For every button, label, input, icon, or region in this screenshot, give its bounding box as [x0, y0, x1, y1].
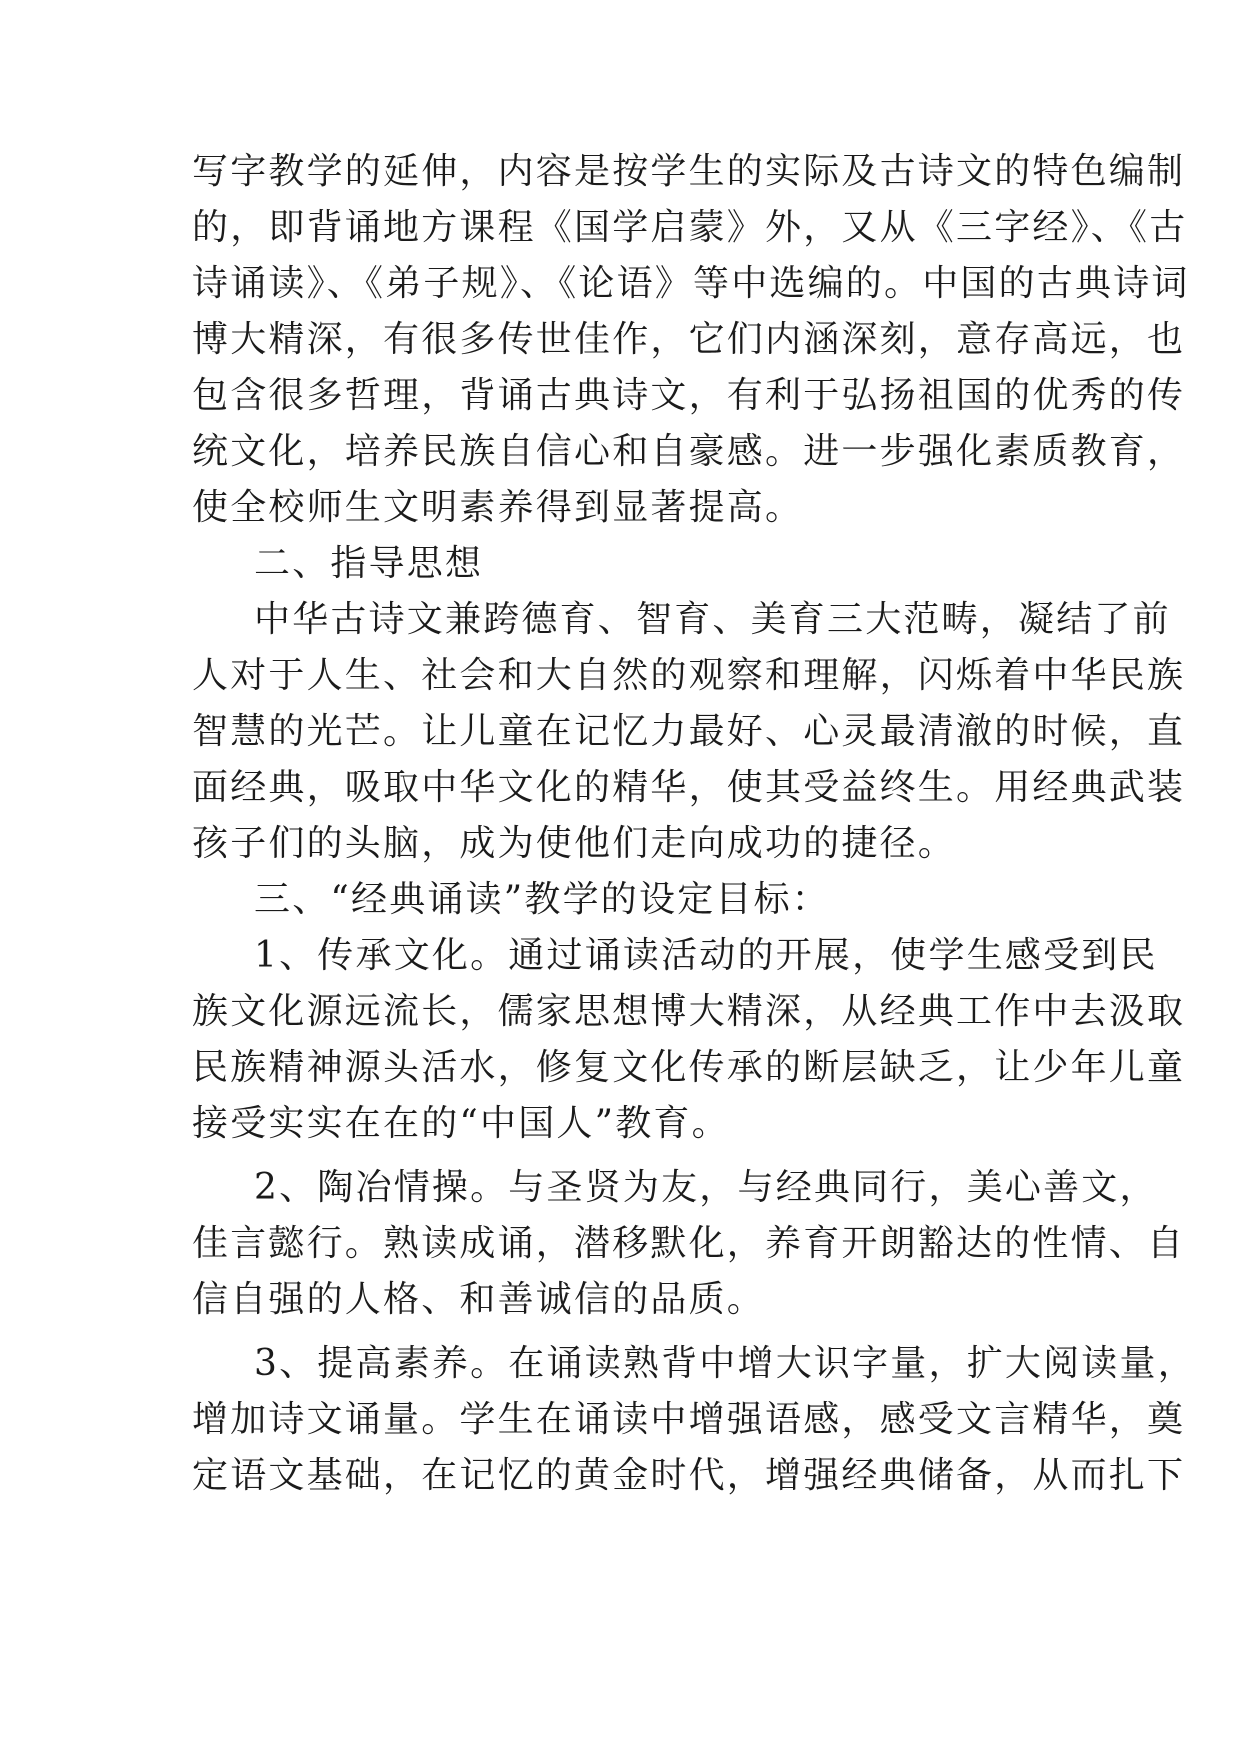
text-line: 写字教学的延伸，内容是按学生的实际及古诗文的特色编制: [192, 151, 1186, 192]
text-line: 面经典，吸取中华文化的精华，使其受益终生。用经典武装: [192, 767, 1186, 808]
text-line: 人对于人生、社会和大自然的观察和理解，闪烁着中华民族: [192, 655, 1186, 696]
text-line: 诗诵读》、《弟子规》、《论语》等中选编的。中国的古典诗词: [192, 263, 1190, 304]
text-line: 接受实实在在的“中国人”教育。: [192, 1103, 730, 1144]
text-line: 3、提高素养。在诵读熟背中增大识字量，扩大阅读量，: [254, 1343, 1196, 1384]
text-line: 使全校师生文明素养得到显著提高。: [192, 487, 804, 528]
text-line: 民族精神源头活水，修复文化传承的断层缺乏，让少年儿童: [192, 1047, 1186, 1088]
text-line: 博大精深，有很多传世佳作，它们内涵深刻，意存高远，也: [192, 319, 1186, 360]
text-line: 增加诗文诵量。学生在诵读中增强语感，感受文言精华，奠: [192, 1399, 1186, 1440]
section-heading: 三、“经典诵读”教学的设定目标：: [254, 879, 831, 920]
text-line: 包含很多哲理，背诵古典诗文，有利于弘扬祖国的优秀的传: [192, 375, 1186, 416]
text-line: 中华古诗文兼跨德育、智育、美育三大范畴，凝结了前: [254, 599, 1171, 640]
text-line: 定语文基础，在记忆的黄金时代，增强经典储备，从而扎下: [192, 1455, 1186, 1496]
text-line: 的，即背诵地方课程《国学启蒙》外，又从《三字经》、《古: [192, 207, 1188, 248]
section-heading: 二、指导思想: [254, 543, 484, 584]
text-line: 2、陶冶情操。与圣贤为友，与经典同行，美心善文，: [254, 1167, 1158, 1208]
text-line: 1、传承文化。通过诵读活动的开展，使学生感受到民: [254, 935, 1158, 976]
text-line: 孩子们的头脑，成为使他们走向成功的捷径。: [192, 823, 957, 864]
text-line: 统文化，培养民族自信心和自豪感。进一步强化素质教育，: [192, 431, 1186, 472]
text-line: 佳言懿行。熟读成诵，潜移默化，养育开朗豁达的性情、自: [192, 1223, 1186, 1264]
text-line: 智慧的光芒。让儿童在记忆力最好、心灵最清澈的时候，直: [192, 711, 1186, 752]
text-line: 族文化源远流长，儒家思想博大精深，从经典工作中去汲取: [192, 991, 1186, 1032]
text-line: 信自强的人格、和善诚信的品质。: [192, 1279, 766, 1320]
